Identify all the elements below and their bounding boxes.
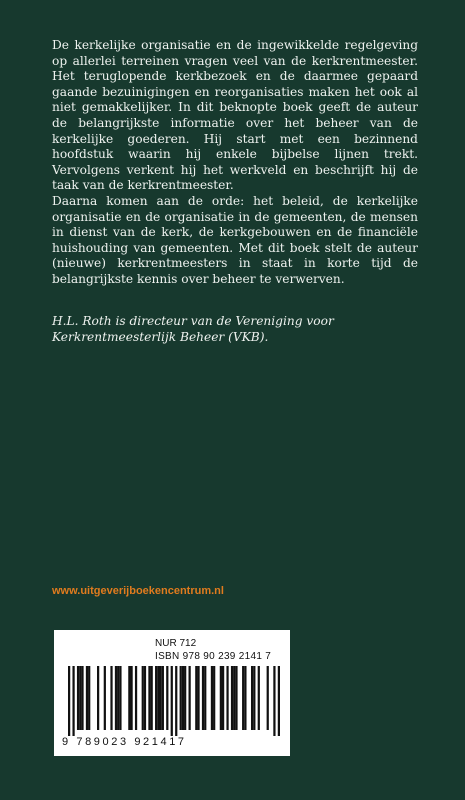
barcode-bar: [148, 666, 150, 730]
blurb-paragraph-2: Daarna komen aan de orde: het beleid, de kerkelijke organisatie en de organisatie in de gemeenten, de mensen in dienst van de kerk, de kerkgebouwen en de financiële huishouding van gemeenten. Met dit boek stelt de auteur (nieuwe) kerkrentmeesters in staat in korte tijd de belangrijkste kennis over beheer te verwerven.: [52, 193, 418, 286]
barcode-bar: [162, 666, 164, 730]
barcode-bar: [119, 666, 121, 730]
barcode-bar: [204, 666, 206, 730]
blurb-paragraph-1: De kerkelijke organisatie en de ingewikkelde regelgeving op allerlei terreinen vragen veel van de kerkrentmeester. Het teruglopende kerkbezoek en de daarmee gepaard gaande bezuinigingen en reorganisaties maken het ook al niet gemakkelijker. In dit beknopte boek geeft de auteur de belangrijkste informatie over het beheer van de kerkelijke goederen. Hij start met een bezinnend hoofdstuk waarin hij enkele bijbelse lijnen trekt. Vervolgens verkent hij het werkveld en beschrijft hij de taak van de kerkrentmeester.: [52, 38, 418, 193]
barcode-bar: [180, 666, 182, 730]
barcode-bar: [104, 666, 106, 730]
barcode-bar: [130, 666, 132, 730]
barcode-bar: [244, 666, 246, 730]
barcode-bar: [235, 666, 237, 730]
barcode-bar: [197, 666, 199, 730]
barcode-bar: [202, 666, 204, 730]
barcode-bar: [115, 666, 117, 730]
barcode-bar: [166, 666, 168, 730]
barcode-bar: [251, 666, 253, 730]
barcode-bar: [220, 666, 222, 730]
barcode-bar: [157, 666, 159, 730]
barcode-bar: [253, 666, 255, 730]
barcode-bar: [110, 666, 112, 730]
author-note: H.L. Roth is directeur van de Vereniging voor Kerkrentmeesterlijk Beheer (VKB).: [52, 314, 334, 344]
blurb-text: [52, 38, 418, 288]
barcode-bar: [211, 666, 213, 730]
barcode-bar: [151, 666, 153, 730]
barcode-bar: [184, 666, 186, 730]
barcode-bar: [86, 666, 88, 730]
ean-digits: 9 789023 921417: [62, 736, 187, 748]
barcode-bar: [77, 666, 79, 730]
barcode-bar: [175, 666, 177, 736]
barcode-bar: [226, 666, 228, 730]
barcode-bar: [88, 666, 90, 730]
barcode-bar: [97, 666, 99, 730]
barcode-bar: [233, 666, 235, 730]
barcode-bar: [273, 666, 275, 736]
barcode-icon: [68, 666, 280, 736]
barcode-label: [52, 628, 292, 758]
barcode-bar: [278, 666, 280, 736]
barcode-bar: [231, 666, 233, 730]
barcode-bar: [142, 666, 144, 730]
nur-code: NUR 712: [155, 638, 197, 649]
barcode-bar: [195, 666, 197, 730]
barcode-bar: [222, 666, 224, 730]
isbn-number: ISBN 978 90 239 2141 7: [155, 651, 272, 662]
barcode-bar: [155, 666, 157, 730]
barcode-bar: [267, 666, 269, 730]
barcode-bar: [128, 666, 130, 730]
barcode-bar: [213, 666, 215, 730]
barcode-bar: [159, 666, 161, 730]
barcode-bar: [171, 666, 173, 736]
barcode-bar: [79, 666, 81, 730]
publisher-website: www.uitgeverijboekencentrum.nl: [52, 585, 224, 597]
barcode-bar: [68, 666, 70, 736]
barcode-bar: [258, 666, 260, 730]
barcode-bar: [135, 666, 137, 730]
barcode-bar: [189, 666, 191, 730]
barcode-bar: [242, 666, 244, 730]
barcode-bar: [81, 666, 83, 730]
barcode-bar: [72, 666, 74, 736]
barcode-bar: [144, 666, 146, 730]
barcode-bar: [117, 666, 119, 730]
barcode-bar: [182, 666, 184, 730]
